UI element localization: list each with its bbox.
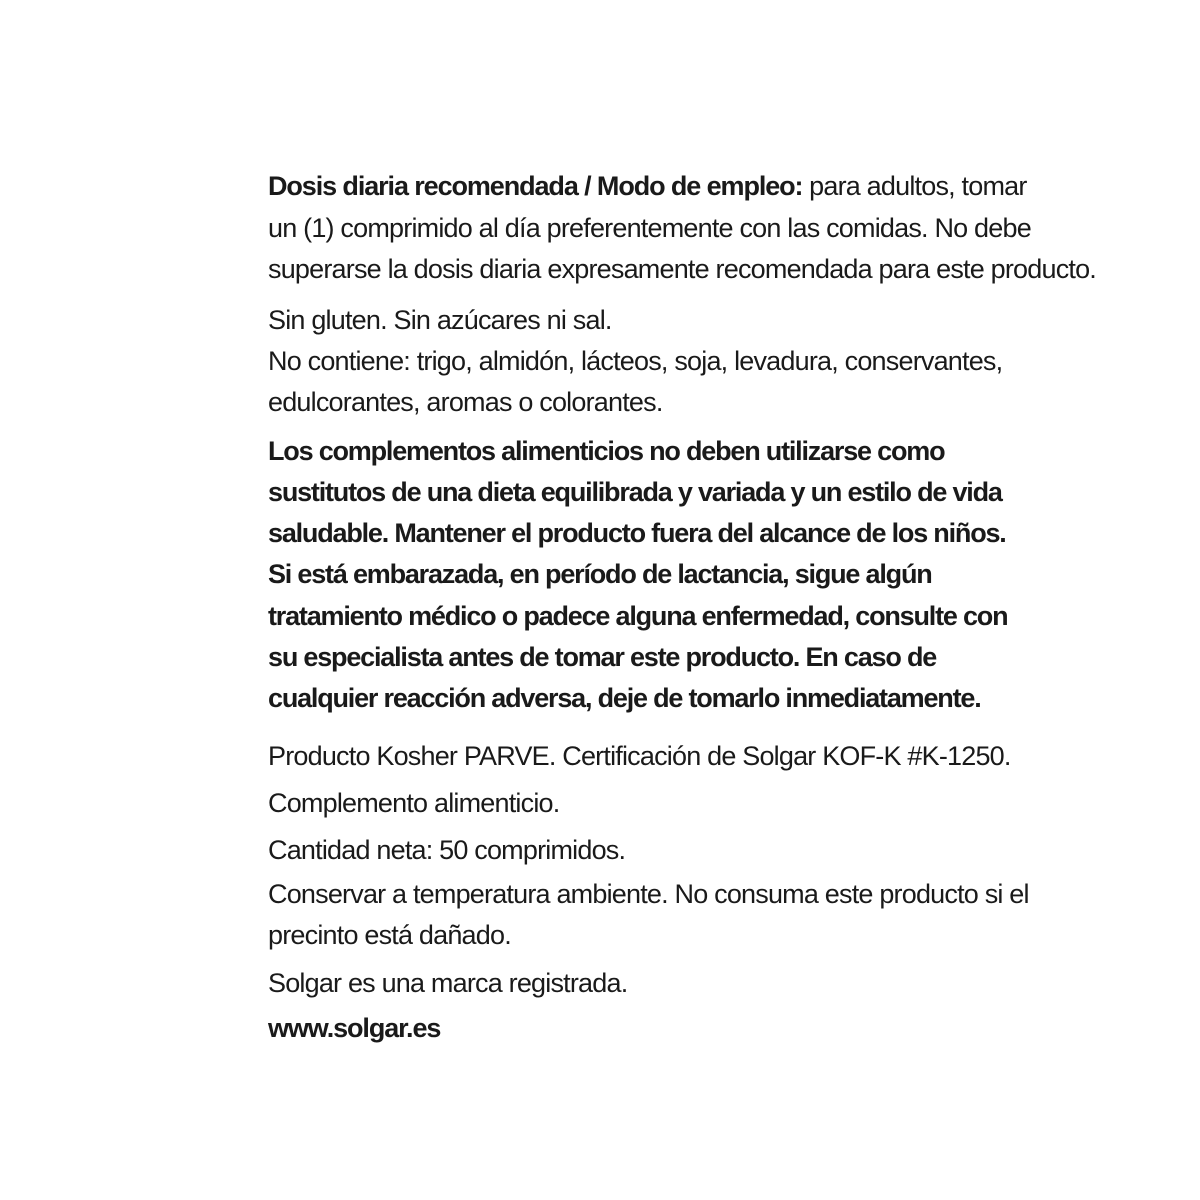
storage-line: precinto está dañado. xyxy=(268,920,511,951)
free-from-statement xyxy=(268,300,1003,423)
warning-line: saludable. Mantener el producto fuera del alcance de los niños. xyxy=(268,518,1006,549)
kosher-certification xyxy=(268,736,1011,777)
trademark-line: Solgar es una marca registrada. xyxy=(268,967,628,998)
warning-line: cualquier reacción adversa, deje de tomarlo inmediatamente. xyxy=(268,683,981,714)
website-url xyxy=(268,1008,958,1049)
usage-line: superarse la dosis diaria expresamente recomendada para este producto. xyxy=(268,254,1097,284)
usage-line: un (1) comprimido al día preferentemente con las comidas. No debe xyxy=(268,212,1031,243)
supplement-line: Complemento alimenticio. xyxy=(268,787,560,818)
free-from-line: No contiene: trigo, almidón, lácteos, soja, levadura, conservantes, xyxy=(268,345,1003,376)
supplement-type xyxy=(268,783,958,824)
product-label-text xyxy=(268,166,1097,1049)
warning-line: su especialista antes de tomar este producto. En caso de xyxy=(268,641,937,672)
kosher-line: Producto Kosher PARVE. Certificación de Solgar KOF-K #K-1250. xyxy=(268,740,1011,771)
usage-instructions xyxy=(268,166,1097,291)
storage-instructions xyxy=(268,874,1029,957)
warning-line: tratamiento médico o padece alguna enfermedad, consulte con xyxy=(268,600,1008,631)
usage-heading: Dosis diaria recomendada / Modo de empleo: xyxy=(268,171,803,201)
trademark-notice xyxy=(268,963,958,1004)
usage-text: para adultos, tomar xyxy=(802,171,1027,201)
warning-line: sustitutos de una dieta equilibrada y variada y un estilo de vida xyxy=(268,476,1002,507)
warning-statement xyxy=(268,431,1008,720)
website-line: www.solgar.es xyxy=(268,1012,441,1043)
warning-line: Si está embarazada, en período de lactancia, sigue algún xyxy=(268,559,932,590)
usage-line xyxy=(268,166,1027,208)
free-from-line: edulcorantes, aromas o colorantes. xyxy=(268,386,663,417)
quantity-line: Cantidad neta: 50 comprimidos. xyxy=(268,834,626,865)
storage-line: Conservar a temperatura ambiente. No consuma este producto si el xyxy=(268,878,1029,909)
warning-line: Los complementos alimenticios no deben utilizarse como xyxy=(268,435,945,466)
net-quantity xyxy=(268,830,958,871)
free-from-line: Sin gluten. Sin azúcares ni sal. xyxy=(268,304,612,335)
